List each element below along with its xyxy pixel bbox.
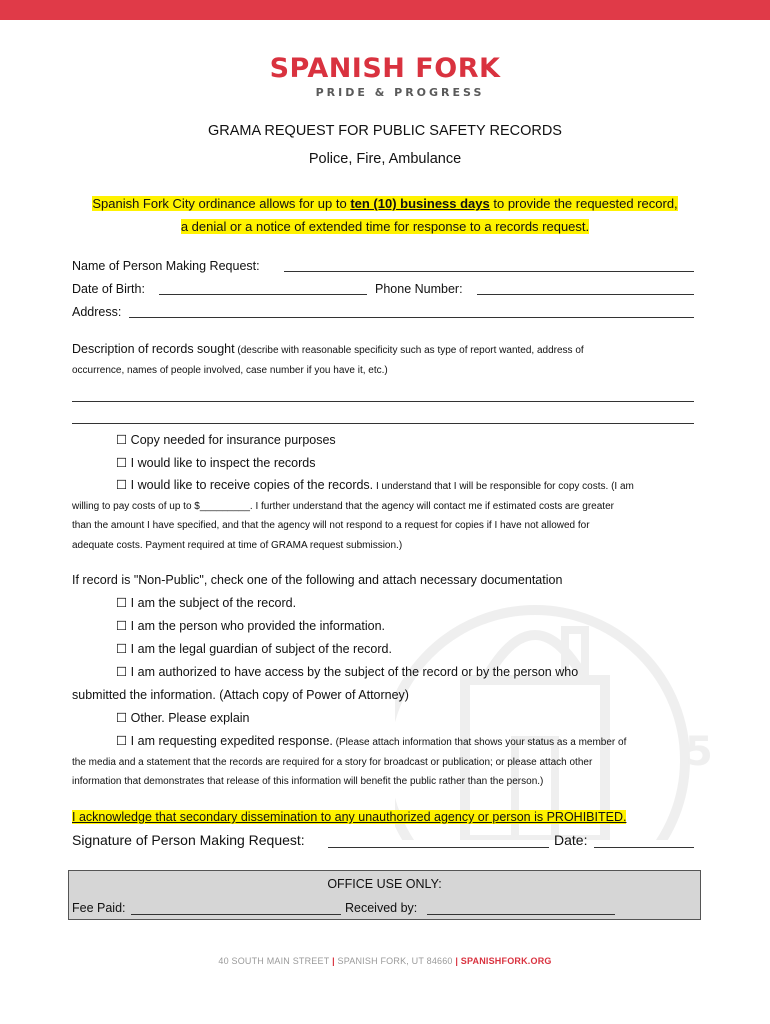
option-authorized-label: ☐ I am authorized to have access by the subject of the record or by the person who (116, 665, 579, 679)
description-line-1[interactable] (72, 401, 694, 402)
ordinance-notice (72, 192, 698, 238)
name-label: Name of Person Making Request: (72, 259, 260, 273)
option-other[interactable] (72, 710, 250, 726)
date-label: Date: (554, 832, 588, 848)
option-legal-guardian[interactable] (72, 641, 392, 657)
option-authorized-detail: submitted the information. (Attach copy of Power of Attorney) (72, 688, 409, 702)
svg-text:5: 5 (685, 729, 713, 775)
dob-field[interactable] (159, 294, 367, 295)
nonpublic-heading: If record is "Non-Public", check one of the following and attach necessary documentation (72, 573, 563, 587)
option-inspect-label: ☐ I would like to inspect the records (116, 456, 316, 470)
option-inspect-records[interactable] (72, 455, 316, 471)
logo-tagline: PRIDE & PROGRESS (315, 86, 485, 99)
footer-website-link[interactable]: SPANISHFORK.ORG (460, 956, 552, 966)
fee-paid-field[interactable] (131, 914, 341, 915)
acknowledgement-notice (72, 809, 626, 825)
description-line-2[interactable] (72, 423, 694, 424)
notice-text-2: to provide the requested record, (489, 196, 678, 211)
form-title: GRAMA REQUEST FOR PUBLIC SAFETY RECORDS (208, 123, 562, 139)
footer-street: 40 SOUTH MAIN STREET (218, 956, 330, 966)
footer-address (0, 956, 770, 966)
city-logo (0, 54, 770, 100)
option-receive-detail-3: than the amount I have specified, and that the agency will not respond to a request for copies if I have not allowed for (72, 520, 590, 531)
option-provided-label: ☐ I am the person who provided the information. (116, 619, 385, 633)
signature-field[interactable] (328, 847, 549, 848)
logo-wordmark: SPANISH FORK (269, 53, 501, 84)
address-field[interactable] (129, 317, 694, 318)
option-other-label: ☐ Other. Please explain (116, 711, 250, 725)
received-by-label: Received by: (345, 901, 418, 915)
option-receive-detail-2: willing to pay costs of up to $_________. I further understand that the agency will contact me if estimated costs are greater (72, 500, 614, 512)
footer-separator-1: | (329, 956, 338, 966)
office-use-box (68, 870, 701, 920)
option-receive-label: ☐ I would like to receive copies of the records. (116, 478, 374, 492)
option-expedited-label: ☐ I am requesting expedited response. (116, 734, 333, 748)
option-expedited-detail: (Please attach information that shows your status as a member of (332, 737, 627, 748)
dob-label: Date of Birth: (72, 282, 145, 296)
name-field[interactable] (284, 271, 694, 272)
address-label: Address: (72, 305, 122, 319)
form-subtitle: Police, Fire, Ambulance (308, 151, 462, 167)
option-subject-label: ☐ I am the subject of the record. (116, 596, 297, 610)
top-accent-bar (0, 0, 770, 20)
acknowledgement-text: I acknowledge that secondary dissemination to any unauthorized agency or person is PROHIBITED. (72, 810, 627, 824)
option-expedited-detail-2: the media and a statement that the records are required for a story for broadcast or publication; or please attach other (72, 756, 593, 768)
option-provided-info[interactable] (72, 618, 385, 634)
option-receive-copies[interactable] (72, 476, 697, 555)
fee-paid-label: Fee Paid: (72, 901, 126, 915)
signature-label: Signature of Person Making Request: (72, 832, 305, 848)
option-expedited-detail-3: information that demonstrates that release of this information will benefit the public rather than the person.) (72, 776, 544, 787)
description-hint: (describe with reasonable specificity such as type of report wanted, address of (234, 345, 584, 356)
footer-separator-2: | (452, 956, 461, 966)
option-subject-of-record[interactable] (72, 595, 296, 611)
option-expedited[interactable] (72, 732, 697, 792)
notice-text-1: Spanish Fork City ordinance allows for up to (92, 196, 351, 211)
notice-emphasis: ten (10) business days (350, 196, 490, 211)
notice-text-3: a denial or a notice of extended time for response to a records request. (180, 219, 590, 234)
option-insurance-label: ☐ Copy needed for insurance purposes (116, 433, 336, 447)
option-insurance-copy[interactable] (72, 432, 336, 448)
watermark-building-seal (395, 570, 725, 840)
received-by-field[interactable] (427, 914, 615, 915)
description-label: Description of records sought (72, 342, 235, 356)
option-receive-detail: I understand that I will be responsible for copy costs. (I am (373, 481, 634, 492)
description-hint-2: occurrence, names of people involved, case number if you have it, etc.) (72, 364, 388, 376)
phone-label: Phone Number: (375, 282, 463, 296)
office-use-title: OFFICE USE ONLY: (327, 877, 442, 891)
description-instructions (72, 340, 697, 380)
option-guardian-label: ☐ I am the legal guardian of subject of the record. (116, 642, 392, 656)
date-field[interactable] (594, 847, 694, 848)
phone-field[interactable] (477, 294, 694, 295)
option-receive-detail-4: adequate costs. Payment required at time of GRAMA request submission.) (72, 539, 403, 551)
footer-city: SPANISH FORK, UT 84660 (337, 956, 453, 966)
option-authorized-access[interactable] (72, 664, 578, 680)
